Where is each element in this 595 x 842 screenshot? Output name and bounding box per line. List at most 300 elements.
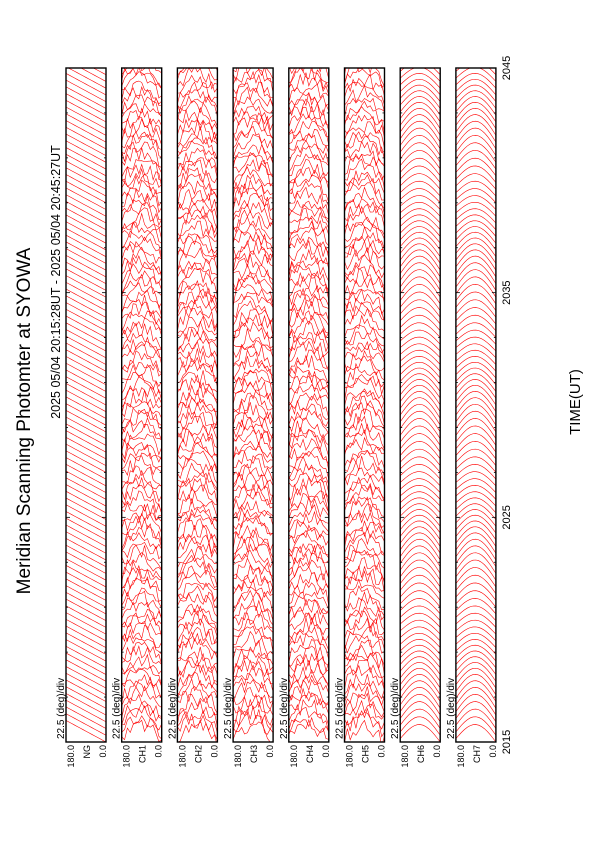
series-line: [122, 533, 162, 551]
series-line: [345, 713, 385, 737]
y-min-label: 0.0: [487, 745, 498, 758]
series-line: [122, 485, 162, 513]
series-line: [456, 515, 496, 533]
series-line: [66, 700, 106, 722]
series-line: [456, 128, 496, 149]
series-line: [66, 67, 106, 89]
y-min-label: 0.0: [432, 745, 443, 758]
scale-label: 22.5 (deg)/div: [390, 677, 402, 739]
series-line: [66, 73, 106, 95]
series-line: [289, 350, 329, 372]
series-line: [456, 521, 496, 540]
series-line: [66, 235, 106, 257]
series-line: [400, 135, 440, 155]
y-min-label: 0.0: [153, 745, 164, 758]
series-line: [177, 711, 217, 734]
series-line: [66, 559, 106, 581]
series-line: [400, 687, 440, 708]
channel-label: CH7: [471, 745, 482, 764]
series-line: [289, 311, 329, 333]
panel-frame: [456, 68, 496, 742]
series-line: [400, 379, 440, 398]
series-line: [66, 53, 106, 75]
x-tick-label: 2035: [500, 280, 513, 305]
series-line: [177, 126, 217, 148]
series-line: [66, 693, 106, 715]
series-line: [233, 402, 273, 425]
series-line: [122, 424, 162, 441]
series-line: [456, 284, 496, 304]
series-line: [66, 478, 106, 500]
series-line: [66, 141, 106, 163]
series-line: [289, 208, 329, 228]
series-line: [233, 152, 273, 177]
series-line: [66, 687, 106, 709]
series-line: [66, 303, 106, 325]
series-line: [66, 646, 106, 668]
channel-label: NG: [82, 745, 92, 759]
series-line: [289, 451, 329, 479]
series-line: [400, 385, 440, 405]
series-line: [177, 473, 217, 489]
series-line: [400, 418, 440, 438]
x-tick-label: 2045: [500, 55, 513, 81]
series-line: [66, 572, 106, 594]
channel-label: CH2: [193, 745, 204, 764]
y-max-label: 180.0: [233, 745, 244, 768]
trace-group: [177, 53, 217, 747]
scale-label: 22.5 (deg)/div: [445, 677, 457, 739]
series-line: [345, 122, 385, 149]
series-line: [345, 351, 385, 372]
y-min-label: 0.0: [98, 745, 108, 758]
scale-label: 22.5 (deg)/div: [111, 677, 123, 739]
series-line: [456, 232, 496, 250]
series-line: [345, 645, 385, 675]
x-tick-label: 2015: [500, 729, 513, 755]
series-line: [66, 417, 106, 439]
series-line: [66, 181, 106, 203]
panel-frame: [289, 68, 329, 742]
y-max-label: 180.0: [177, 745, 188, 768]
series-line: [66, 188, 106, 210]
series-line: [400, 227, 440, 244]
y-min-label: 0.0: [376, 745, 387, 758]
y-max-label: 180.0: [455, 745, 466, 768]
series-line: [400, 143, 440, 163]
series-line: [66, 262, 106, 284]
series-line: [122, 517, 162, 545]
series-line: [122, 609, 162, 627]
series-line: [66, 606, 106, 628]
series-line: [66, 579, 106, 601]
series-line: [400, 368, 440, 385]
series-line: [66, 458, 106, 480]
series-line: [122, 256, 162, 274]
series-line: [66, 640, 106, 662]
series-line: [400, 277, 440, 297]
series-line: [233, 55, 273, 79]
series-line: [66, 538, 106, 560]
panel-ch5: [335, 53, 387, 767]
series-line: [66, 532, 106, 554]
series-line: [400, 709, 440, 728]
panel-ch1: [112, 53, 164, 767]
series-line: [456, 687, 496, 708]
series-line: [289, 154, 329, 176]
series-line: [456, 426, 496, 446]
series-line: [122, 456, 162, 475]
series-line: [122, 231, 162, 256]
series-line: [122, 372, 162, 393]
series-line: [177, 491, 217, 518]
panel-ch7: [446, 61, 498, 768]
series-line: [122, 164, 162, 186]
series-line: [233, 356, 273, 384]
series-line: [345, 701, 385, 719]
series-line: [456, 368, 496, 385]
series-line: [122, 108, 162, 125]
series-line: [122, 513, 162, 533]
series-line: [66, 586, 106, 608]
series-line: [289, 315, 329, 337]
trace-group: [66, 53, 106, 742]
series-line: [400, 96, 440, 115]
series-line: [345, 325, 385, 346]
series-line: [345, 475, 385, 498]
series-line: [66, 626, 106, 648]
series-line: [456, 143, 496, 163]
series-line: [289, 545, 329, 564]
series-line: [456, 85, 496, 102]
series-line: [400, 270, 440, 291]
series-line: [66, 518, 106, 540]
series-line: [456, 102, 496, 122]
series-line: [177, 96, 217, 117]
series-line: [289, 99, 329, 125]
series-line: [400, 702, 440, 722]
series-line: [456, 91, 496, 109]
series-line: [345, 265, 385, 287]
series-line: [400, 527, 440, 547]
series-line: [400, 651, 440, 668]
y-max-label: 180.0: [288, 745, 299, 768]
series-line: [233, 680, 273, 704]
series-line: [345, 468, 385, 486]
series-line: [177, 141, 217, 160]
series-line: [66, 437, 106, 459]
series-line: [66, 228, 106, 250]
series-line: [66, 383, 106, 405]
series-line: [345, 521, 385, 543]
series-line: [66, 592, 106, 614]
series-line: [66, 619, 106, 641]
series-line: [66, 276, 106, 298]
scale-label: 22.5 (deg)/div: [223, 677, 235, 739]
y-max-label: 180.0: [400, 745, 411, 768]
series-line: [400, 521, 440, 540]
series-line: [456, 385, 496, 405]
series-line: [66, 464, 106, 486]
series-line: [66, 431, 106, 453]
series-line: [345, 159, 385, 189]
series-line: [233, 202, 273, 226]
series-line: [122, 675, 162, 699]
series-line: [289, 566, 329, 588]
series-line: [400, 411, 440, 432]
series-line: [400, 546, 440, 567]
series-line: [66, 174, 106, 196]
series-line: [456, 527, 496, 547]
series-line: [122, 588, 162, 606]
series-line: [66, 714, 106, 736]
series-line: [400, 292, 440, 311]
series-line: [345, 694, 385, 717]
series-line: [289, 59, 329, 89]
series-line: [66, 316, 106, 338]
series-line: [400, 426, 440, 446]
series-line: [177, 498, 217, 522]
series-line: [345, 248, 385, 269]
series-line: [122, 318, 162, 334]
series-line: [233, 72, 273, 98]
series-line: [66, 148, 106, 170]
series-line: [66, 410, 106, 432]
series-line: [456, 509, 496, 526]
series-line: [456, 560, 496, 580]
series-line: [66, 134, 106, 156]
series-line: [345, 686, 385, 712]
series-line: [122, 443, 162, 462]
series-line: [66, 599, 106, 621]
series-line: [400, 85, 440, 102]
series-line: [345, 528, 385, 548]
series-line: [66, 87, 106, 109]
series-line: [66, 444, 106, 466]
series-line: [456, 418, 496, 438]
series-line: [289, 689, 329, 706]
panel-ch2: [167, 53, 219, 768]
series-line: [345, 592, 385, 616]
series-line: [66, 505, 106, 527]
series-line: [177, 221, 217, 243]
y-max-label: 180.0: [344, 745, 355, 768]
series-line: [233, 167, 273, 189]
series-line: [66, 323, 106, 345]
series-line: [66, 613, 106, 635]
series-line: [233, 383, 273, 408]
y-min-label: 0.0: [209, 745, 220, 758]
series-line: [66, 451, 106, 473]
x-tick-labels: [501, 56, 513, 754]
series-line: [66, 330, 106, 352]
series-line: [66, 282, 106, 304]
series-line: [122, 334, 162, 352]
series-line: [66, 309, 106, 331]
x-axis-label: TIME(UT): [567, 369, 584, 435]
scale-label: 22.5 (deg)/div: [167, 677, 179, 739]
series-line: [289, 371, 329, 391]
series-line: [233, 87, 273, 111]
panels-group: [56, 53, 498, 768]
trace-group: [345, 53, 385, 745]
series-line: [233, 216, 273, 240]
series-line: [66, 154, 106, 176]
series-line: [122, 87, 162, 106]
series-line: [456, 379, 496, 398]
series-line: [122, 262, 162, 284]
panel-frame: [400, 68, 440, 742]
series-line: [66, 404, 106, 426]
series-line: [400, 662, 440, 681]
series-line: [66, 707, 106, 729]
series-line: [233, 441, 273, 460]
series-line: [456, 244, 496, 264]
series-line: [66, 222, 106, 244]
series-line: [66, 201, 106, 223]
series-line: [456, 568, 496, 587]
series-line: [345, 391, 385, 416]
series-line: [456, 150, 496, 169]
series-line: [177, 442, 217, 470]
series-line: [66, 249, 106, 271]
series-line: [456, 238, 496, 257]
series-line: [289, 73, 329, 96]
series-line: [66, 107, 106, 129]
series-line: [233, 126, 273, 150]
series-line: [233, 106, 273, 121]
series-line: [122, 342, 162, 358]
series-line: [456, 546, 496, 567]
channel-label: CH3: [249, 745, 260, 764]
series-line: [66, 680, 106, 702]
series-line: [345, 451, 385, 469]
series-line: [289, 286, 329, 307]
series-line: [66, 255, 106, 277]
series-line: [66, 336, 106, 358]
series-line: [456, 702, 496, 722]
series-line: [456, 411, 496, 432]
series-line: [400, 668, 440, 688]
series-line: [345, 187, 385, 214]
series-line: [400, 91, 440, 109]
series-line: [122, 669, 162, 686]
series-line: [177, 679, 217, 698]
series-line: [400, 509, 440, 526]
series-line: [456, 227, 496, 244]
series-line: [177, 259, 217, 275]
series-line: [66, 485, 106, 507]
series-line: [66, 296, 106, 318]
panel-ng: [56, 53, 108, 767]
series-line: [66, 356, 106, 378]
series-line: [66, 720, 106, 742]
series-line: [66, 498, 106, 520]
series-line: [345, 539, 385, 560]
series-line: [233, 613, 273, 633]
series-line: [456, 96, 496, 115]
series-line: [177, 604, 217, 623]
series-line: [456, 709, 496, 728]
series-line: [400, 374, 440, 392]
series-line: [122, 491, 162, 514]
series-line: [66, 242, 106, 264]
series-line: [66, 377, 106, 399]
series-line: [66, 269, 106, 291]
series-line: [177, 370, 217, 392]
chart-title: Meridian Scanning Photomter at SYOWA: [14, 247, 35, 595]
series-line: [289, 544, 329, 556]
series-line: [122, 104, 162, 118]
series-line: [233, 350, 273, 376]
panel-ch3: [223, 55, 275, 768]
series-line: [66, 633, 106, 655]
series-line: [66, 653, 106, 675]
series-line: [66, 343, 106, 365]
series-line: [400, 238, 440, 257]
series-line: [66, 545, 106, 567]
series-line: [289, 201, 329, 220]
trace-group: [400, 61, 440, 742]
series-line: [289, 693, 329, 715]
series-line: [233, 606, 273, 628]
series-line: [456, 662, 496, 681]
series-line: [122, 237, 162, 260]
series-line: [66, 397, 106, 419]
series-line: [66, 100, 106, 122]
series-line: [345, 132, 385, 153]
channel-label: CH4: [304, 745, 315, 764]
y-max-label: 180.0: [66, 745, 76, 768]
series-line: [456, 657, 496, 675]
scale-label: 22.5 (deg)/div: [56, 677, 67, 739]
series-line: [400, 560, 440, 580]
series-line: [456, 374, 496, 392]
trace-group: [456, 61, 496, 742]
series-line: [66, 161, 106, 183]
series-line: [122, 53, 162, 74]
series-line: [345, 269, 385, 294]
trace-group: [233, 55, 273, 742]
series-line: [122, 706, 162, 730]
channel-label: CH1: [137, 745, 148, 764]
series-line: [66, 289, 106, 311]
series-line: [66, 660, 106, 682]
series-line: [66, 195, 106, 217]
series-line: [122, 223, 162, 244]
series-line: [456, 292, 496, 311]
series-line: [66, 121, 106, 143]
series-line: [345, 396, 385, 425]
series-line: [289, 250, 329, 273]
series-line: [233, 446, 273, 462]
series-line: [233, 456, 273, 482]
series-line: [66, 552, 106, 574]
series-line: [456, 277, 496, 297]
series-line: [66, 208, 106, 230]
series-line: [122, 290, 162, 317]
series-line: [400, 150, 440, 169]
series-line: [66, 114, 106, 136]
series-line: [66, 60, 106, 82]
series-line: [233, 82, 273, 106]
series-line: [122, 642, 162, 665]
series-line: [233, 297, 273, 322]
y-min-label: 0.0: [320, 745, 331, 758]
x-tick-label: 2025: [500, 505, 513, 530]
series-line: [400, 232, 440, 250]
series-line: [345, 497, 385, 522]
